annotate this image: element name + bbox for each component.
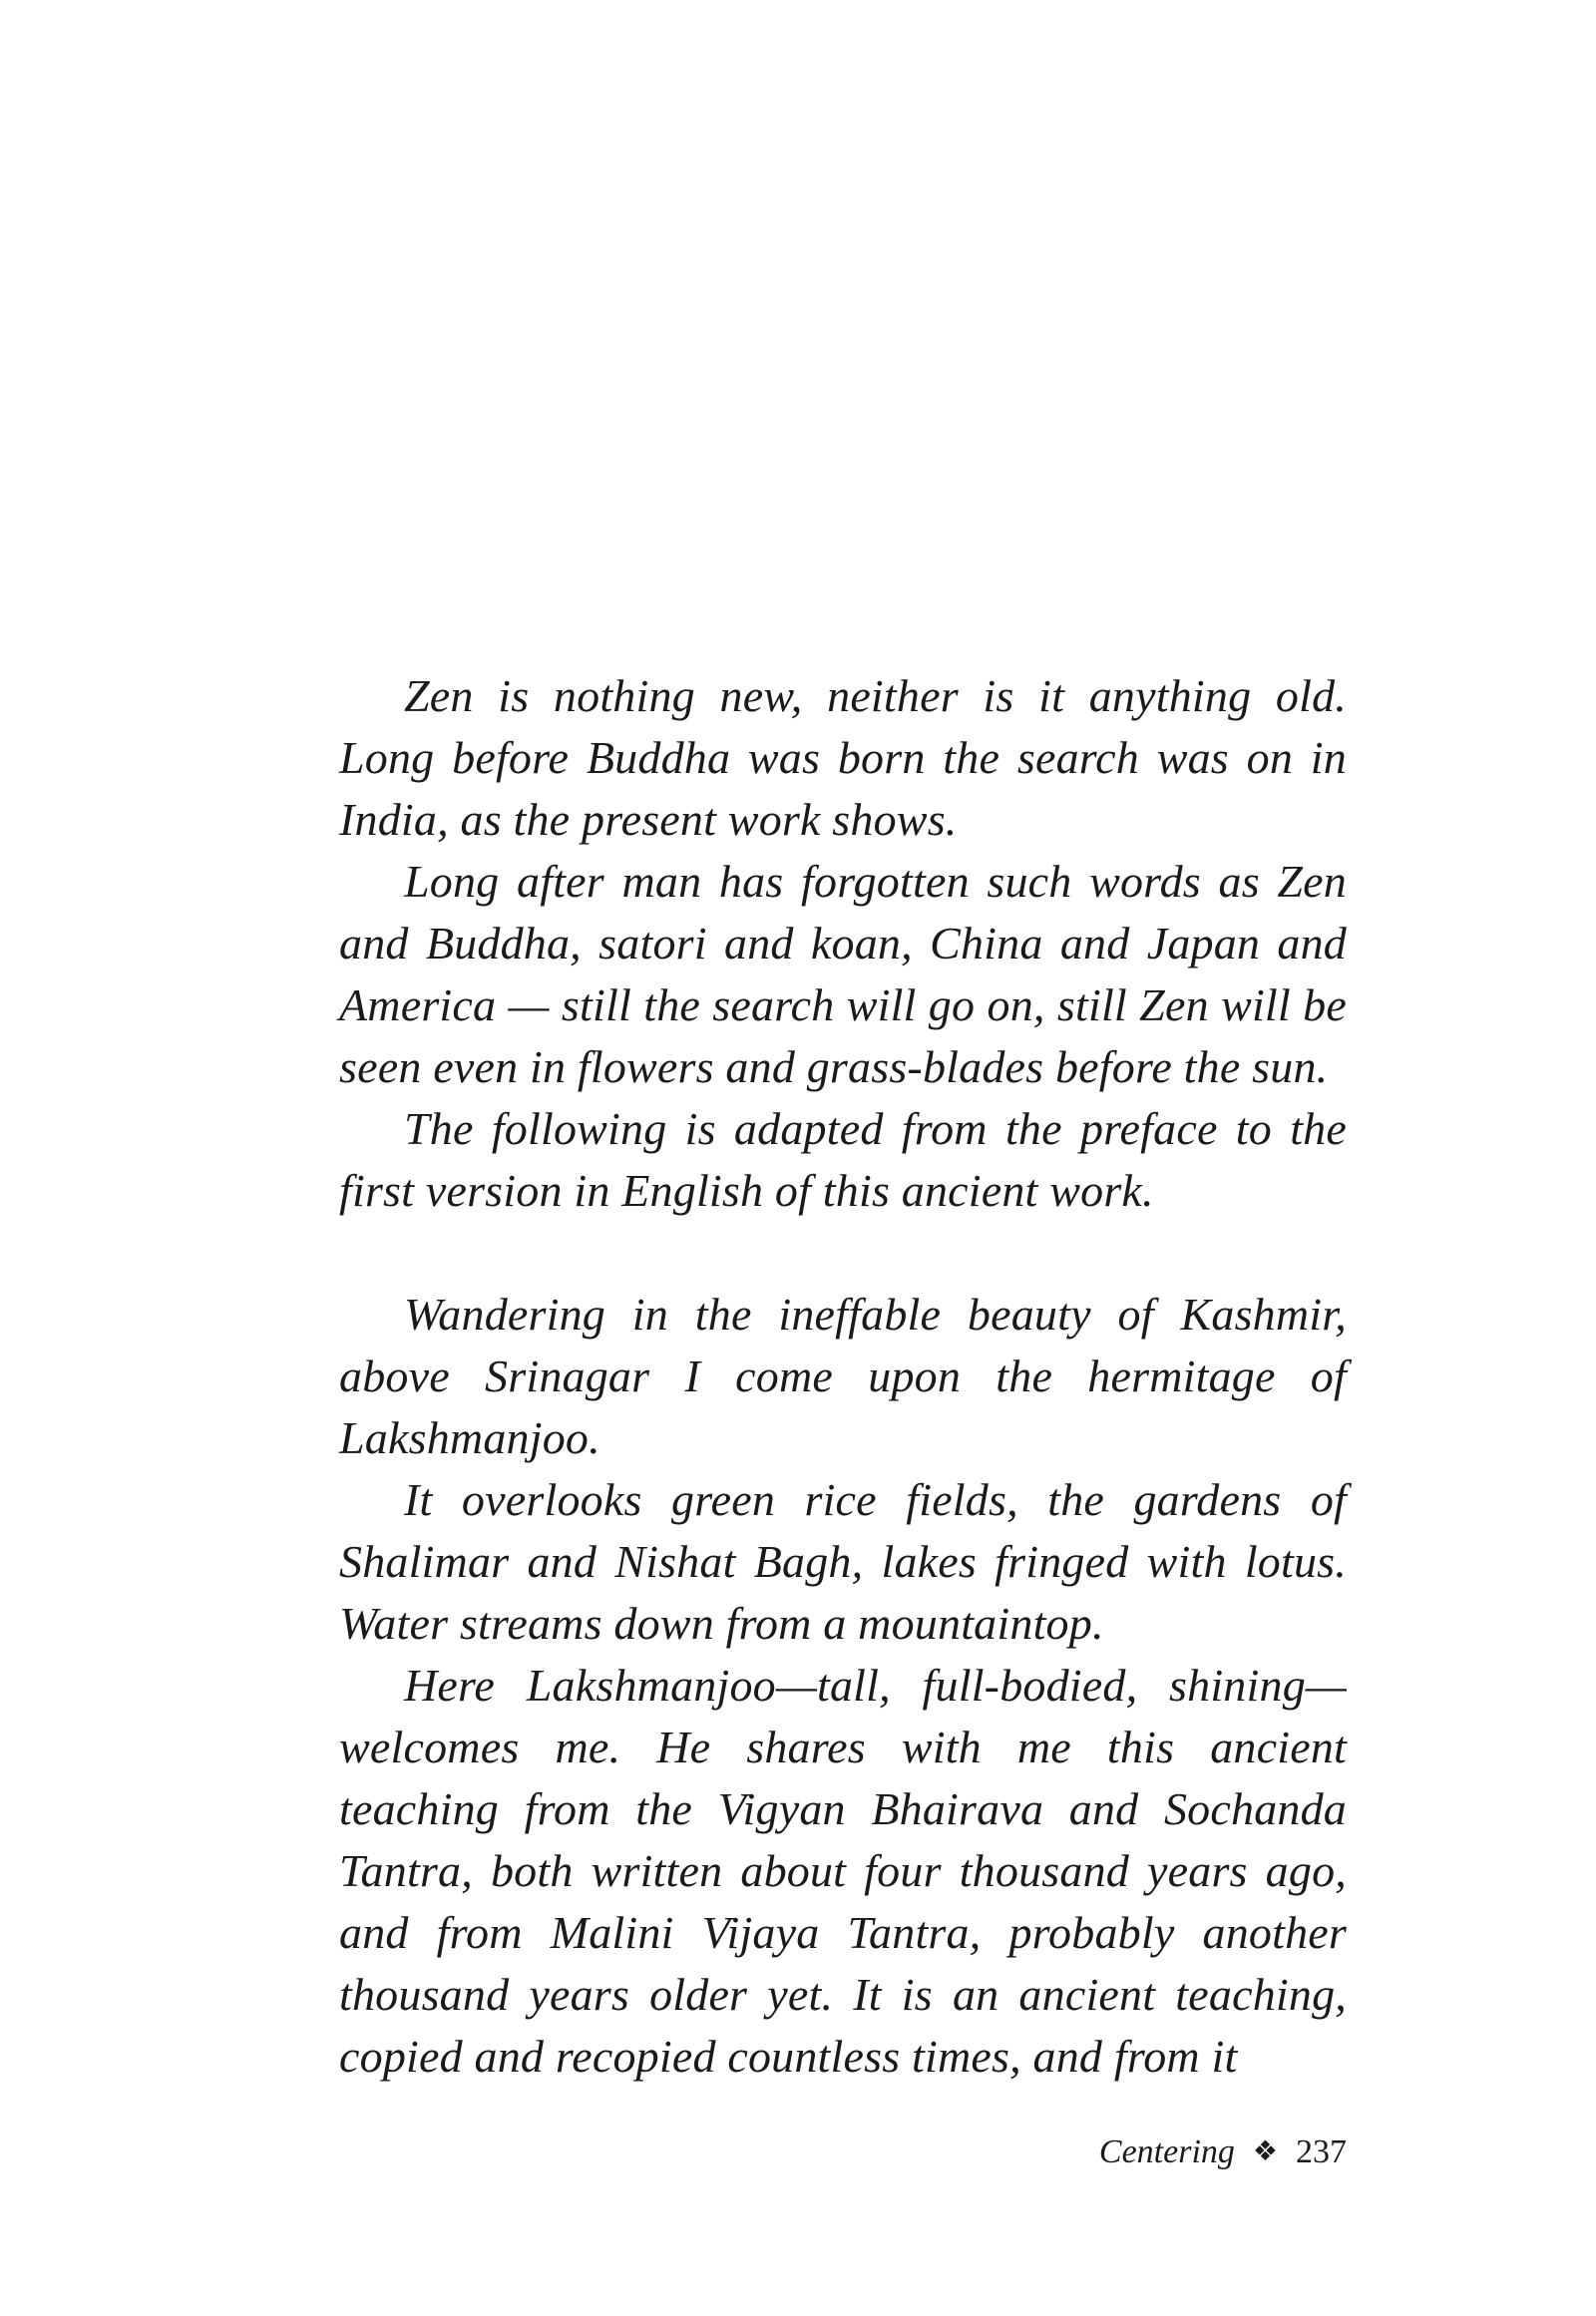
running-footer <box>1099 2132 1347 2172</box>
page-number: 237 <box>1296 2133 1347 2170</box>
paragraph: The following is adapted from the preface to the first version in English of this ancient work. <box>339 1103 1347 1216</box>
section-two <box>339 1284 1347 2088</box>
section-break <box>339 1222 1347 1284</box>
paragraph: Long after man has forgotten such words as Zen and Buddha, satori and koan, China and Japan and America — still the search will go on, still Zen will be seen even in flowers and grass-blades before the sun. <box>339 856 1347 1092</box>
paragraph: Wandering in the ineffable beauty of Kashmir, above Srinagar I come upon the hermitage of Lakshmanjoo. <box>339 1289 1347 1463</box>
paragraph: Here Lakshmanjoo—tall, full-bodied, shining—welcomes me. He shares with me this ancient teaching from the Vigyan Bhairava and Sochanda Tantra, both written about four thousand years ago, and from Malini Vijaya Tantra, probably another thousand years older yet. It is an ancient teaching, copied and recopied countless times, and from it <box>339 1660 1347 2082</box>
page-body <box>339 665 1347 2088</box>
fleuron-ornament-icon: ❖ <box>1252 2136 1278 2167</box>
paragraph: It overlooks green rice fields, the gardens of Shalimar and Nishat Bagh, lakes fringed with lotus. Water streams down from a mountaintop. <box>339 1474 1347 1649</box>
paragraph: Zen is nothing new, neither is it anything old. Long before Buddha was born the search was on in India, as the present work shows. <box>339 670 1347 845</box>
footer-book-title: Centering <box>1098 2133 1235 2170</box>
section-one <box>339 665 1347 1222</box>
